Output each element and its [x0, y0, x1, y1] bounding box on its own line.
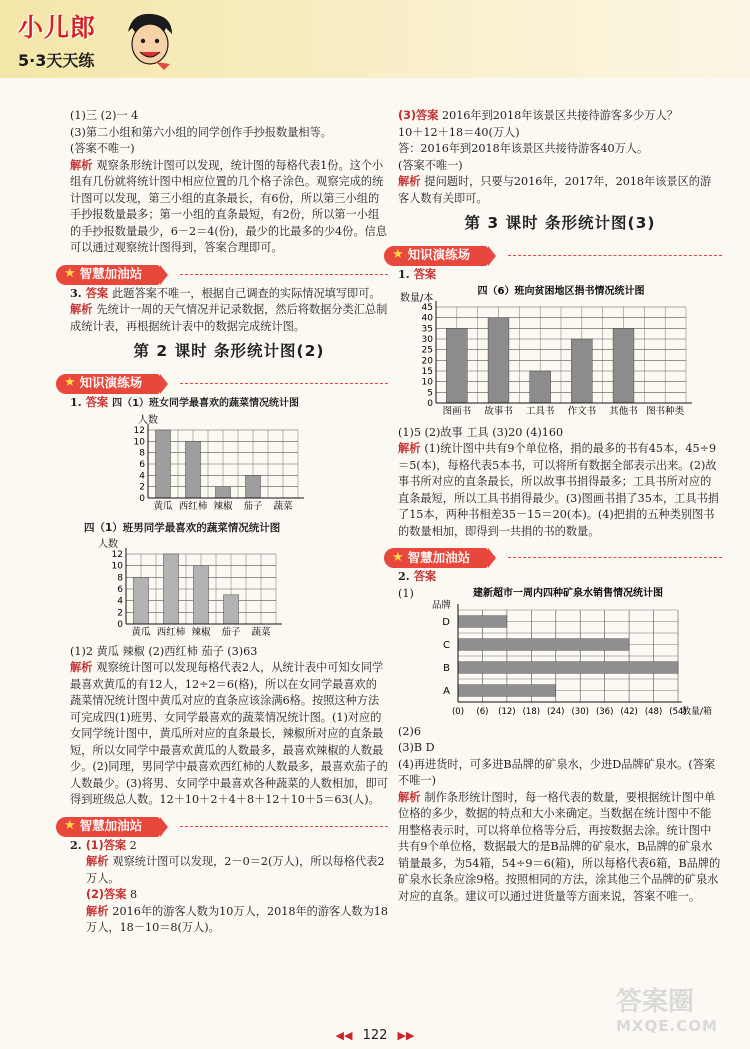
mascot-face-icon [122, 10, 176, 72]
bar [458, 661, 678, 673]
answer-line: (答案不唯一) [70, 142, 135, 155]
x-tick-label: 其他书 [609, 406, 638, 417]
banner-label: 知识演练场 [79, 375, 143, 391]
section-banner [384, 246, 488, 266]
x-tick-label: (42) [620, 706, 638, 717]
y-tick-label: 8 [139, 448, 145, 459]
y-tick-label: 25 [421, 345, 433, 356]
prev-arrows-icon: ◀◀ [335, 1029, 353, 1042]
x-tick-label: 黄瓜 [153, 501, 173, 512]
analysis-block [398, 441, 722, 540]
section-banner [56, 265, 160, 285]
y-tick-label: 0 [117, 620, 123, 630]
analysis-block [70, 302, 388, 335]
analysis-text: 观察条形统计图可以发现，统计图的每格代表1份。这个小组有几份就将统计图中相应位置的几个格子涂色。观察完成的统计图可以发现，第三小组的直条最长，有6份，所以第三小组的手抄报数量最多；第一小组的直条最短，有2份，所以第一小组的手抄报数量最少，6－2＝4(份)，最少的比最多的少4份。信息可以通过观察统计图得到，答案合理即可。 [70, 158, 387, 254]
y-tick-label: 10 [421, 377, 433, 388]
question-number: 2. [70, 837, 82, 852]
x-axis-label: 数量/箱 [681, 706, 712, 717]
y-tick-label: 12 [111, 550, 123, 560]
bar [134, 577, 149, 624]
star-icon: ★ [64, 818, 76, 834]
right-column [392, 108, 722, 905]
y-tick-label: 6 [117, 585, 123, 595]
x-tick-label: (12) [498, 706, 516, 717]
banner-label: 智慧加油站 [79, 266, 143, 282]
answer-line: 答：2016年到2018年该景区共接待游客40万人。 [398, 142, 649, 155]
analysis-block [398, 790, 722, 906]
y-tick-label: 6 [139, 460, 145, 470]
answer-line: (1)5 (2)故事 工具 (3)20 (4)160 [398, 425, 564, 439]
analysis-label: 解析 [398, 175, 421, 188]
y-tick-label: 35 [421, 324, 433, 335]
y-tick-label: 45 [421, 303, 433, 313]
x-tick-label: (0) [451, 706, 464, 717]
question-block [398, 108, 722, 125]
analysis-text: 观察统计图可以发现，2－0＝2(万人)，所以每格代表2万人。 [86, 855, 385, 885]
series-name: 5·3天天练 [18, 51, 95, 70]
bar [216, 487, 231, 498]
chart-water-sales [414, 586, 714, 724]
divider [508, 255, 722, 256]
y-tick-label: 20 [421, 356, 433, 367]
x-tick-label: (30) [571, 706, 589, 717]
y-axis-label: 人数 [138, 415, 158, 426]
analysis-block [70, 158, 388, 257]
question-block [70, 285, 388, 303]
bar [186, 441, 201, 498]
x-tick-label: 蔬菜 [273, 501, 293, 512]
chart-caption: 四（1）班女同学最喜欢的蔬菜情况统计图 [112, 397, 300, 409]
chart-title: 四（6）班向贫困地区捐书情况统计图 [477, 286, 645, 297]
section-banner [56, 817, 160, 837]
lesson-title: 第 2 课时 条形统计图(2) [133, 342, 325, 360]
x-tick-label: 蔬菜 [251, 627, 271, 638]
section-banner [384, 548, 488, 568]
analysis-text: 先统计一周的天气情况并记录数据，然后将数据分类汇总制成统计表，再根据统计表中的数据完成统计图。 [70, 303, 388, 333]
y-tick-label: 0 [427, 399, 433, 409]
answer-label: (3)答案 [398, 109, 439, 122]
y-tick-label: B [442, 662, 450, 674]
chart-title: 建新超市一周内四种矿泉水销售情况统计图 [472, 587, 663, 599]
y-axis-label: 品牌 [431, 599, 451, 611]
analysis-block [70, 660, 388, 809]
analysis-label: 解析 [70, 158, 93, 172]
chart-girls-vegetables [70, 412, 388, 512]
y-tick-label: C [442, 639, 450, 651]
question-number: 3. [70, 285, 82, 300]
star-icon: ★ [64, 266, 76, 282]
page-footer [0, 1028, 750, 1043]
banner-label: 智慧加油站 [79, 818, 143, 834]
x-tick-label: (24) [546, 706, 565, 717]
section-banner [56, 374, 160, 394]
y-tick-label: 8 [117, 573, 123, 584]
question-block [398, 266, 722, 284]
x-tick-label: (36) [595, 706, 614, 717]
x-tick-label: (6) [476, 706, 489, 717]
analysis-text: 制作条形统计图时，每一格代表的数量，要根据统计图中单位格的多少，数据的特点和大小来确定。当数据在统计图中不能用整格表示时，可以将单位格等分后，再按数据去涂。统计图中共有9个单位格，数据最大的是B品牌的矿泉水，B品牌的矿泉水销量最多，为54箱，54÷9＝6(箱)，所以每格代表6箱，B品牌的矿泉水长条应涂9格。按照相同的方法，涂其他三个品牌的矿泉水对应的直条。建议可以通过进货量等方面来说，答案不唯一。 [398, 790, 721, 903]
y-tick-label: 2 [139, 482, 145, 493]
x-tick-label: (54) [669, 706, 687, 717]
analysis-text: 观察统计图可以发现每格代表2人，从统计表中可知女同学最喜欢黄瓜的有12人，12÷2＝6(格)，所以在女同学最喜欢的蔬菜情况统计图中黄瓜对应的直条应该涂满6格。按照这种方法可完成四(1)班男、女同学最喜欢的蔬菜情况统计图。(1)对应的女同学统计图中，黄瓜所对应的直条最长，辣椒所对应的直条最短，所以女同学中最喜欢黄瓜的人数最多，最喜欢辣椒的人数最少。(2)同理，男同学中最喜欢西红柿的人数最多，最喜欢茄子的人数最少。(3)将男、女同学中最喜欢各种蔬菜的人数相加，即可得到班级总人数。12＋10＋2＋4＋8＋12＋10＋5＝63(人)。 [70, 661, 388, 806]
answer-line: (1)2 黄瓜 辣椒 (2)西红柿 茄子 (3)63 [70, 644, 258, 658]
question-number: 1. [398, 266, 410, 281]
answer-text: 8 [129, 888, 138, 901]
x-tick-label: 作文书 [567, 406, 597, 417]
banner-label: 智慧加油站 [407, 549, 471, 565]
y-tick-label: A [443, 685, 450, 697]
bar [194, 566, 209, 624]
bar [156, 430, 171, 498]
answer-line: (4)再进货时，可多进B品牌的矿泉水，少进D品牌矿泉水。(答案不唯一) [398, 757, 716, 787]
y-tick-label: 15 [421, 367, 433, 377]
bar [246, 475, 261, 498]
bar [458, 684, 556, 696]
answer-line: (2)6 [398, 724, 421, 738]
y-tick-label: 10 [133, 437, 145, 448]
next-arrows-icon: ▶▶ [397, 1029, 415, 1042]
analysis-block [70, 854, 388, 887]
analysis-label: 解析 [70, 661, 93, 674]
x-tick-label: 辣椒 [213, 501, 233, 512]
y-tick-label: 4 [117, 596, 123, 607]
y-tick-label: 30 [421, 335, 433, 345]
star-icon: ★ [392, 549, 404, 565]
y-axis-label: 人数 [98, 539, 118, 550]
bar [613, 328, 634, 403]
bar [571, 339, 592, 403]
answer-line: (3)B D [398, 741, 435, 754]
answer-label: (2)答案 [86, 888, 127, 901]
banner-label: 知识演练场 [407, 247, 471, 263]
bar [488, 318, 509, 403]
bar [458, 638, 629, 650]
question-block [70, 887, 388, 904]
page-number: 122 [362, 1028, 388, 1043]
bar [224, 595, 239, 624]
chart-row [398, 586, 722, 724]
y-tick-label: 12 [133, 426, 145, 436]
bar [164, 554, 179, 624]
question-block [398, 568, 722, 586]
analysis-text: 提问题时，只要与2016年，2017年，2018年该景区的游客人数有关即可。 [398, 175, 712, 205]
chart-book-donation [398, 283, 722, 419]
x-tick-label: 茄子 [221, 627, 241, 638]
y-tick-label: 0 [139, 494, 145, 504]
star-icon: ★ [64, 375, 76, 391]
x-tick-label: 故事书 [484, 406, 513, 417]
y-axis-label: 数量/本 [400, 293, 434, 304]
divider [508, 557, 722, 558]
x-tick-label: 西红柿 [178, 501, 208, 512]
chart-boys-vegetables [70, 536, 388, 638]
x-tick-label: 茄子 [243, 501, 263, 512]
question-number: 2. [398, 569, 410, 583]
y-tick-label: 2 [117, 608, 123, 619]
chart-caption: 四（1）班男同学最喜欢的蔬菜情况统计图 [84, 521, 281, 534]
answer-text: 此题答案不唯一，根据自己调查的实际情况填写即可。 [112, 286, 381, 300]
x-tick-label: 图画书 [442, 406, 472, 417]
analysis-label: 解析 [70, 303, 93, 316]
bar [530, 371, 551, 403]
analysis-label: 解析 [398, 442, 421, 455]
x-tick-label: (18) [522, 706, 540, 717]
answer-text: 2 [129, 838, 137, 852]
brand-name: 小儿郎 [18, 13, 97, 42]
answer-label: 答案 [85, 395, 109, 409]
x-tick-label: (48) [644, 706, 663, 717]
analysis-text: 2016年的游客人数为10万人，2018年的游客人数为18万人，18－10＝8(万人)。 [86, 904, 388, 934]
y-tick-label: 5 [427, 388, 433, 399]
lesson-title: 第 3 课时 条形统计图(3) [464, 214, 656, 232]
y-tick-label: 40 [421, 313, 433, 324]
analysis-label: 解析 [86, 904, 109, 918]
analysis-text: (1)统计图中共有9个单位格，捐的最多的书有45本，45÷9＝5(本)，每格代表5本书，可以将所有数据全部表示出来。(2)故事书所对应的直条最长，所以故事书捐得最多；工具书所对应的直条最短，所以工具书捐得最少。(3)图画书捐了35本，工具书捐了15本，两种书相差35－15＝20(本)。(4)把捐的五种类别图书的数量相加，即得到一共捐的书的数量。 [398, 442, 719, 538]
brand-logo [18, 8, 178, 76]
x-tick-label: 辣椒 [191, 627, 211, 638]
divider [180, 274, 388, 275]
y-tick-label: 10 [111, 561, 123, 572]
y-tick-label: 4 [139, 471, 145, 482]
x-tick-label: 黄瓜 [131, 627, 151, 638]
answer-line: (答案不唯一) [398, 158, 463, 172]
analysis-label: 解析 [86, 855, 109, 868]
divider [180, 826, 388, 827]
divider [180, 383, 388, 384]
star-icon: ★ [392, 247, 404, 263]
bar [446, 328, 467, 403]
left-column [64, 108, 388, 937]
analysis-block [70, 904, 388, 937]
watermark-url: MXQE.COM [616, 1017, 718, 1035]
answer-text: 2016年到2018年该景区共接待游客多少万人？ [441, 109, 678, 122]
sub-question-label: (1) [398, 586, 414, 600]
answer-label: (1)答案 [85, 838, 127, 852]
answer-line: (3)第二小组和第六小组的同学创作手抄报数量相等。 [70, 125, 332, 139]
question-block [70, 837, 388, 855]
answer-label: 答案 [413, 267, 437, 281]
analysis-block [398, 174, 722, 207]
question-block [70, 394, 388, 413]
answer-label: 答案 [85, 286, 109, 300]
analysis-label: 解析 [398, 790, 421, 804]
watermark-text: 答案圈 [616, 987, 695, 1017]
answer-line: (1)三 (2)一 4 [70, 109, 139, 122]
x-tick-label: 图书种类 [646, 406, 685, 417]
x-tick-label: 西红柿 [156, 627, 186, 638]
bar [458, 615, 507, 627]
x-tick-label: 工具书 [525, 406, 555, 417]
answer-label: 答案 [413, 570, 437, 583]
question-number: 1. [70, 394, 82, 409]
answer-line: 10＋12＋18＝40(万人) [398, 125, 520, 139]
y-tick-label: D [442, 616, 450, 628]
